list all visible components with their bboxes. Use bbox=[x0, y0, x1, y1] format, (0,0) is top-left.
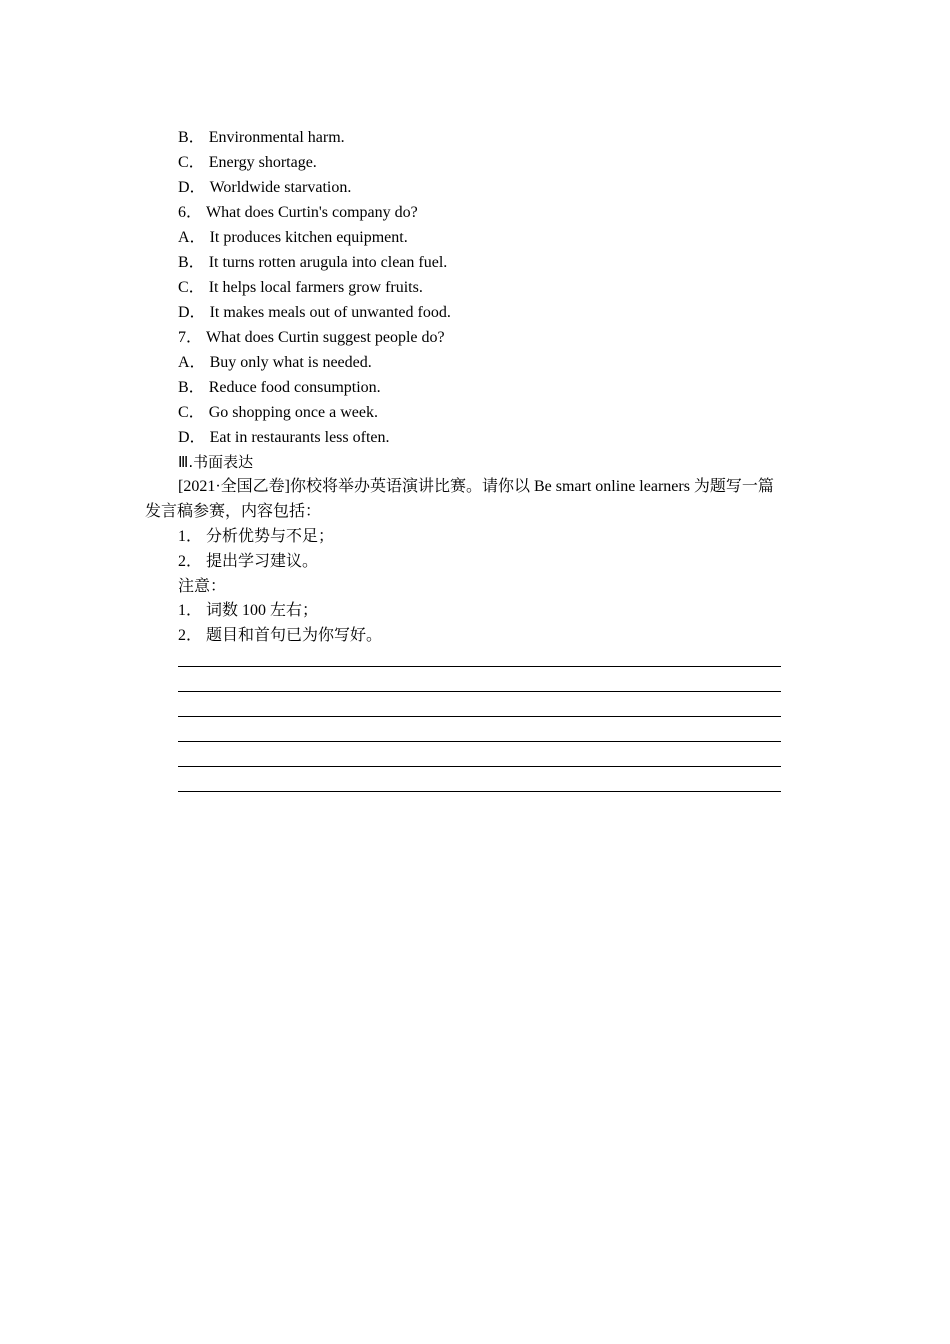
question-text: What does Curtin's company do? bbox=[206, 204, 418, 221]
option-text: Worldwide starvation. bbox=[209, 179, 352, 196]
answer-line[interactable] bbox=[178, 691, 781, 692]
option-label: D． bbox=[178, 179, 206, 196]
q6-option-a bbox=[178, 228, 408, 248]
option-label: D． bbox=[178, 304, 206, 321]
answer-line[interactable] bbox=[178, 666, 781, 667]
item-number: 2． bbox=[178, 553, 203, 570]
answer-line[interactable] bbox=[178, 791, 781, 792]
option-label: A． bbox=[178, 229, 206, 246]
option-label: C． bbox=[178, 154, 205, 171]
question-text: What does Curtin suggest people do? bbox=[206, 329, 445, 346]
answer-line[interactable] bbox=[178, 716, 781, 717]
option-text: It produces kitchen equipment. bbox=[209, 229, 408, 246]
q6-option-b bbox=[178, 253, 447, 273]
section-heading: Ⅲ.书面表达 bbox=[178, 453, 254, 471]
writing-prompt-line-1: [2021·全国乙卷]你校将举办英语演讲比赛。请你以 Be smart online learners 为题写一篇 bbox=[178, 478, 774, 495]
question-number: 7． bbox=[178, 329, 203, 346]
answer-line[interactable] bbox=[178, 741, 781, 742]
option-text: It helps local farmers grow fruits. bbox=[208, 279, 423, 296]
content-item bbox=[178, 552, 318, 572]
q5-option-b bbox=[178, 128, 345, 148]
option-label: B． bbox=[178, 379, 205, 396]
option-text: Buy only what is needed. bbox=[209, 354, 372, 371]
item-text: 词数 100 左右； bbox=[206, 602, 319, 619]
content-item bbox=[178, 527, 334, 547]
item-number: 1． bbox=[178, 528, 203, 545]
option-text: It turns rotten arugula into clean fuel. bbox=[208, 254, 448, 271]
q6-question bbox=[178, 203, 418, 223]
option-label: B． bbox=[178, 254, 205, 271]
option-text: Environmental harm. bbox=[208, 129, 345, 146]
item-text: 提出学习建议。 bbox=[206, 553, 319, 570]
option-text: Eat in restaurants less often. bbox=[209, 429, 390, 446]
note-heading: 注意： bbox=[178, 578, 227, 595]
option-label: A． bbox=[178, 354, 206, 371]
option-label: B． bbox=[178, 129, 205, 146]
q7-option-a bbox=[178, 353, 372, 373]
note-item bbox=[178, 626, 382, 646]
option-label: C． bbox=[178, 404, 205, 421]
q7-option-c bbox=[178, 403, 378, 423]
q6-option-c bbox=[178, 278, 423, 298]
item-text: 题目和首句已为你写好。 bbox=[206, 627, 383, 644]
answer-line[interactable] bbox=[178, 766, 781, 767]
note-item bbox=[178, 601, 318, 621]
q7-option-d bbox=[178, 428, 390, 448]
option-text: Go shopping once a week. bbox=[208, 404, 378, 421]
item-text: 分析优势与不足； bbox=[206, 528, 335, 545]
option-text: Energy shortage. bbox=[208, 154, 317, 171]
q7-question bbox=[178, 328, 445, 348]
item-number: 2． bbox=[178, 627, 203, 644]
option-text: It makes meals out of unwanted food. bbox=[209, 304, 451, 321]
writing-prompt-line-2: 发言稿参赛，内容包括： bbox=[145, 503, 322, 520]
option-text: Reduce food consumption. bbox=[208, 379, 381, 396]
q5-option-c bbox=[178, 153, 317, 173]
question-number: 6． bbox=[178, 204, 203, 221]
option-label: D． bbox=[178, 429, 206, 446]
q5-option-d bbox=[178, 178, 351, 198]
item-number: 1． bbox=[178, 602, 203, 619]
q6-option-d bbox=[178, 303, 451, 323]
option-label: C． bbox=[178, 279, 205, 296]
q7-option-b bbox=[178, 378, 381, 398]
